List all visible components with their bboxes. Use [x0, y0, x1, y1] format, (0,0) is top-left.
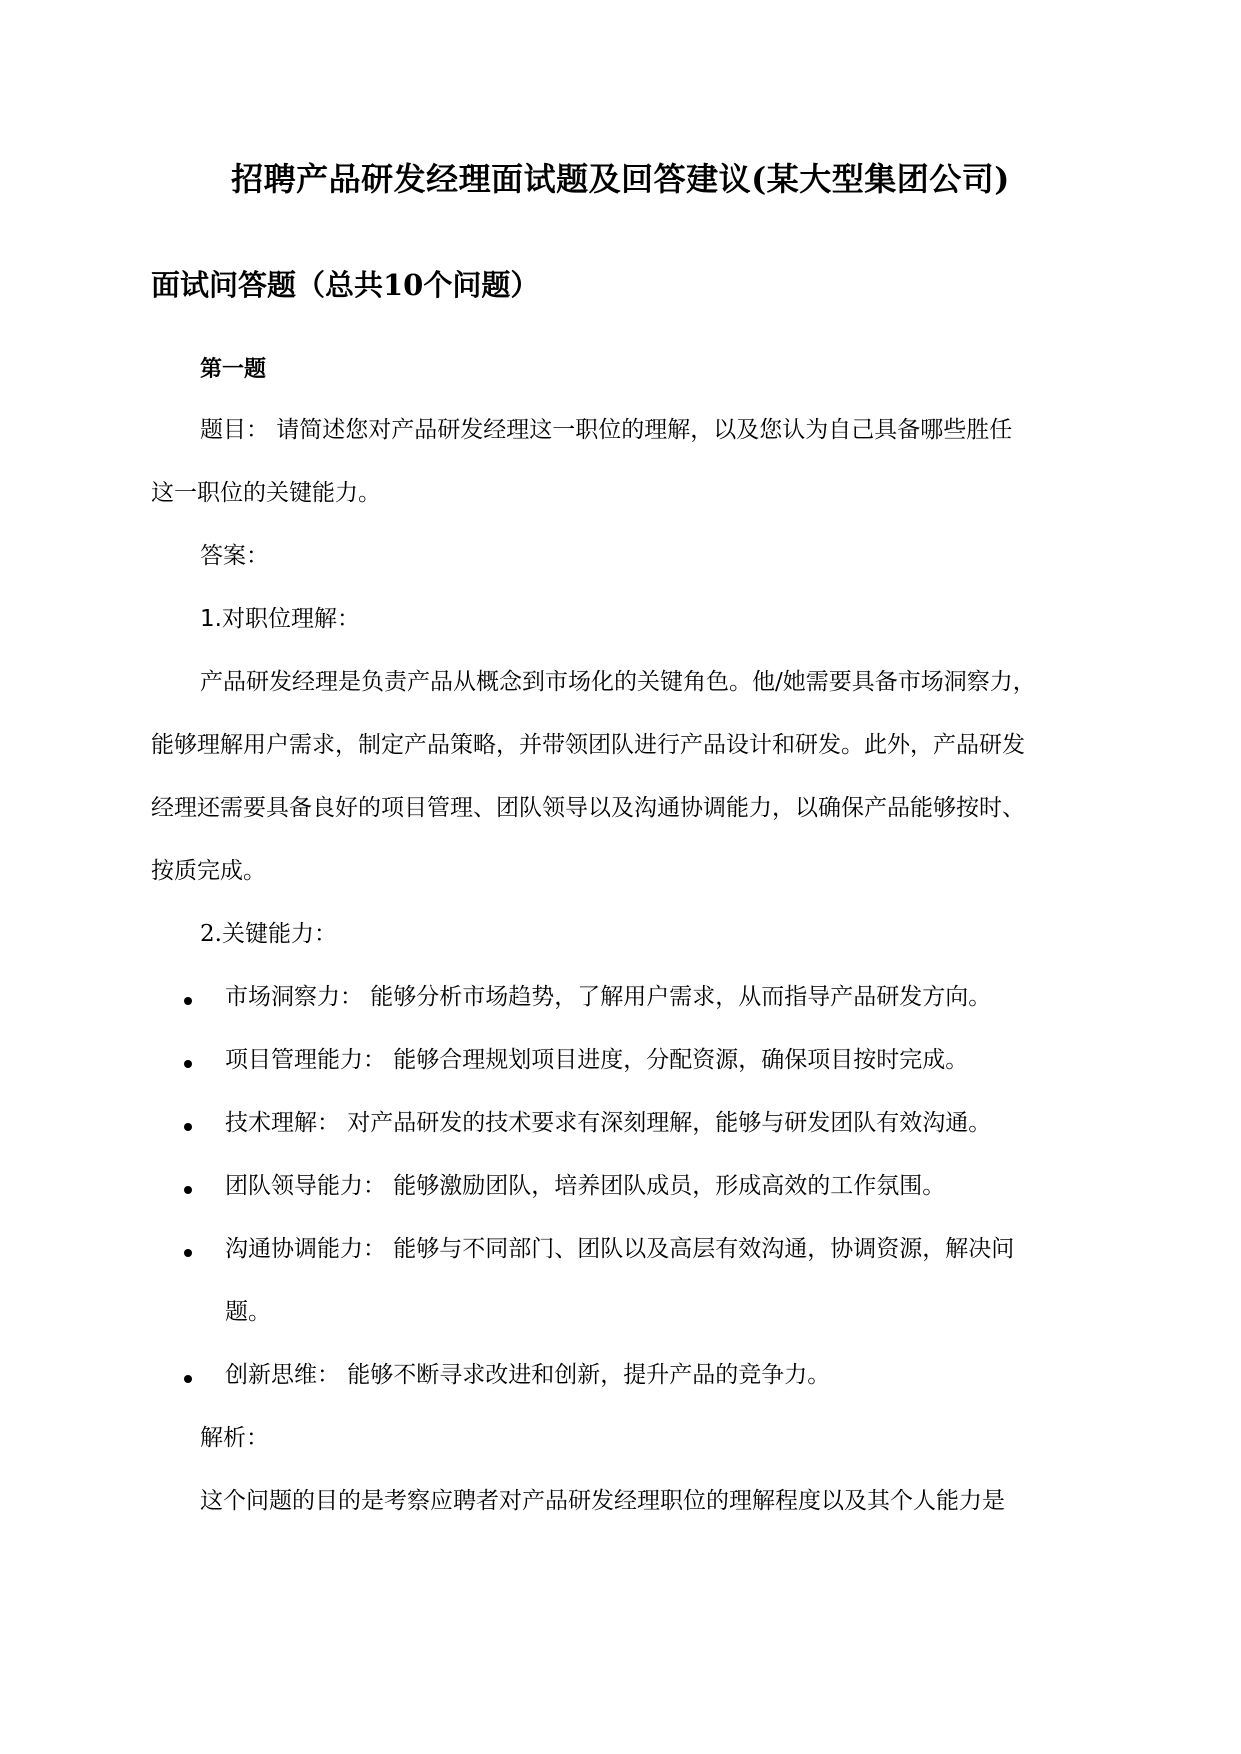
bullet-item: 沟通协调能力： 能够与不同部门、团队以及高层有效沟通，协调资源，解决问 — [225, 1236, 1015, 1262]
bullet-dot — [184, 1060, 192, 1068]
bullet-dot — [184, 1123, 192, 1131]
bullet-item: 技术理解： 对产品研发的技术要求有深刻理解，能够与研发团队有效沟通。 — [225, 1110, 992, 1136]
analysis-label: 解析： — [200, 1425, 269, 1451]
part1-label-text: 对职位理解： — [221, 606, 360, 632]
part1-label-number: 1. — [200, 606, 222, 632]
part1-label — [200, 600, 360, 633]
bullet-item: 项目管理能力： 能够合理规划项目进度，分配资源，确保项目按时完成。 — [225, 1047, 969, 1073]
bullet-dot — [184, 1186, 192, 1194]
bullet-dot — [184, 1375, 192, 1383]
part1-paragraph-line-4: 按质完成。 — [151, 858, 266, 884]
question-heading: 第一题 — [200, 356, 267, 382]
question-text-line-1: 题目： 请简述您对产品研发经理这一职位的理解，以及您认为自己具备哪些胜任 — [200, 417, 1013, 443]
bullet-dot — [184, 1249, 192, 1257]
part1-paragraph-line-2: 能够理解用户需求，制定产品策略，并带领团队进行产品设计和研发。此外，产品研发 — [151, 732, 1025, 758]
part1-paragraph-line-1: 产品研发经理是负责产品从概念到市场化的关键角色。他/她需要具备市场洞察力， — [200, 669, 1036, 695]
section-heading: 面试问答题（总共10个问题） — [151, 268, 540, 302]
analysis-line-1: 这个问题的目的是考察应聘者对产品研发经理职位的理解程度以及其个人能力是 — [200, 1488, 1005, 1514]
bullet-item: 团队领导能力： 能够激励团队，培养团队成员，形成高效的工作氛围。 — [225, 1173, 946, 1199]
bullet-dot — [184, 997, 192, 1005]
part2-label: 2.关键能力： — [200, 921, 337, 947]
document-title: 招聘产品研发经理面试题及回答建议(某大型集团公司) — [231, 160, 1010, 198]
part1-paragraph-line-3: 经理还需要具备良好的项目管理、团队领导以及沟通协调能力，以确保产品能够按时、 — [151, 795, 1025, 821]
question-text-line-2: 这一职位的关键能力。 — [151, 480, 381, 506]
bullet-item-continuation: 题。 — [225, 1299, 271, 1325]
bullet-item: 创新思维： 能够不断寻求改进和创新，提升产品的竞争力。 — [225, 1362, 831, 1388]
bullet-item: 市场洞察力： 能够分析市场趋势，了解用户需求，从而指导产品研发方向。 — [225, 984, 992, 1010]
answer-label: 答案： — [200, 543, 269, 569]
